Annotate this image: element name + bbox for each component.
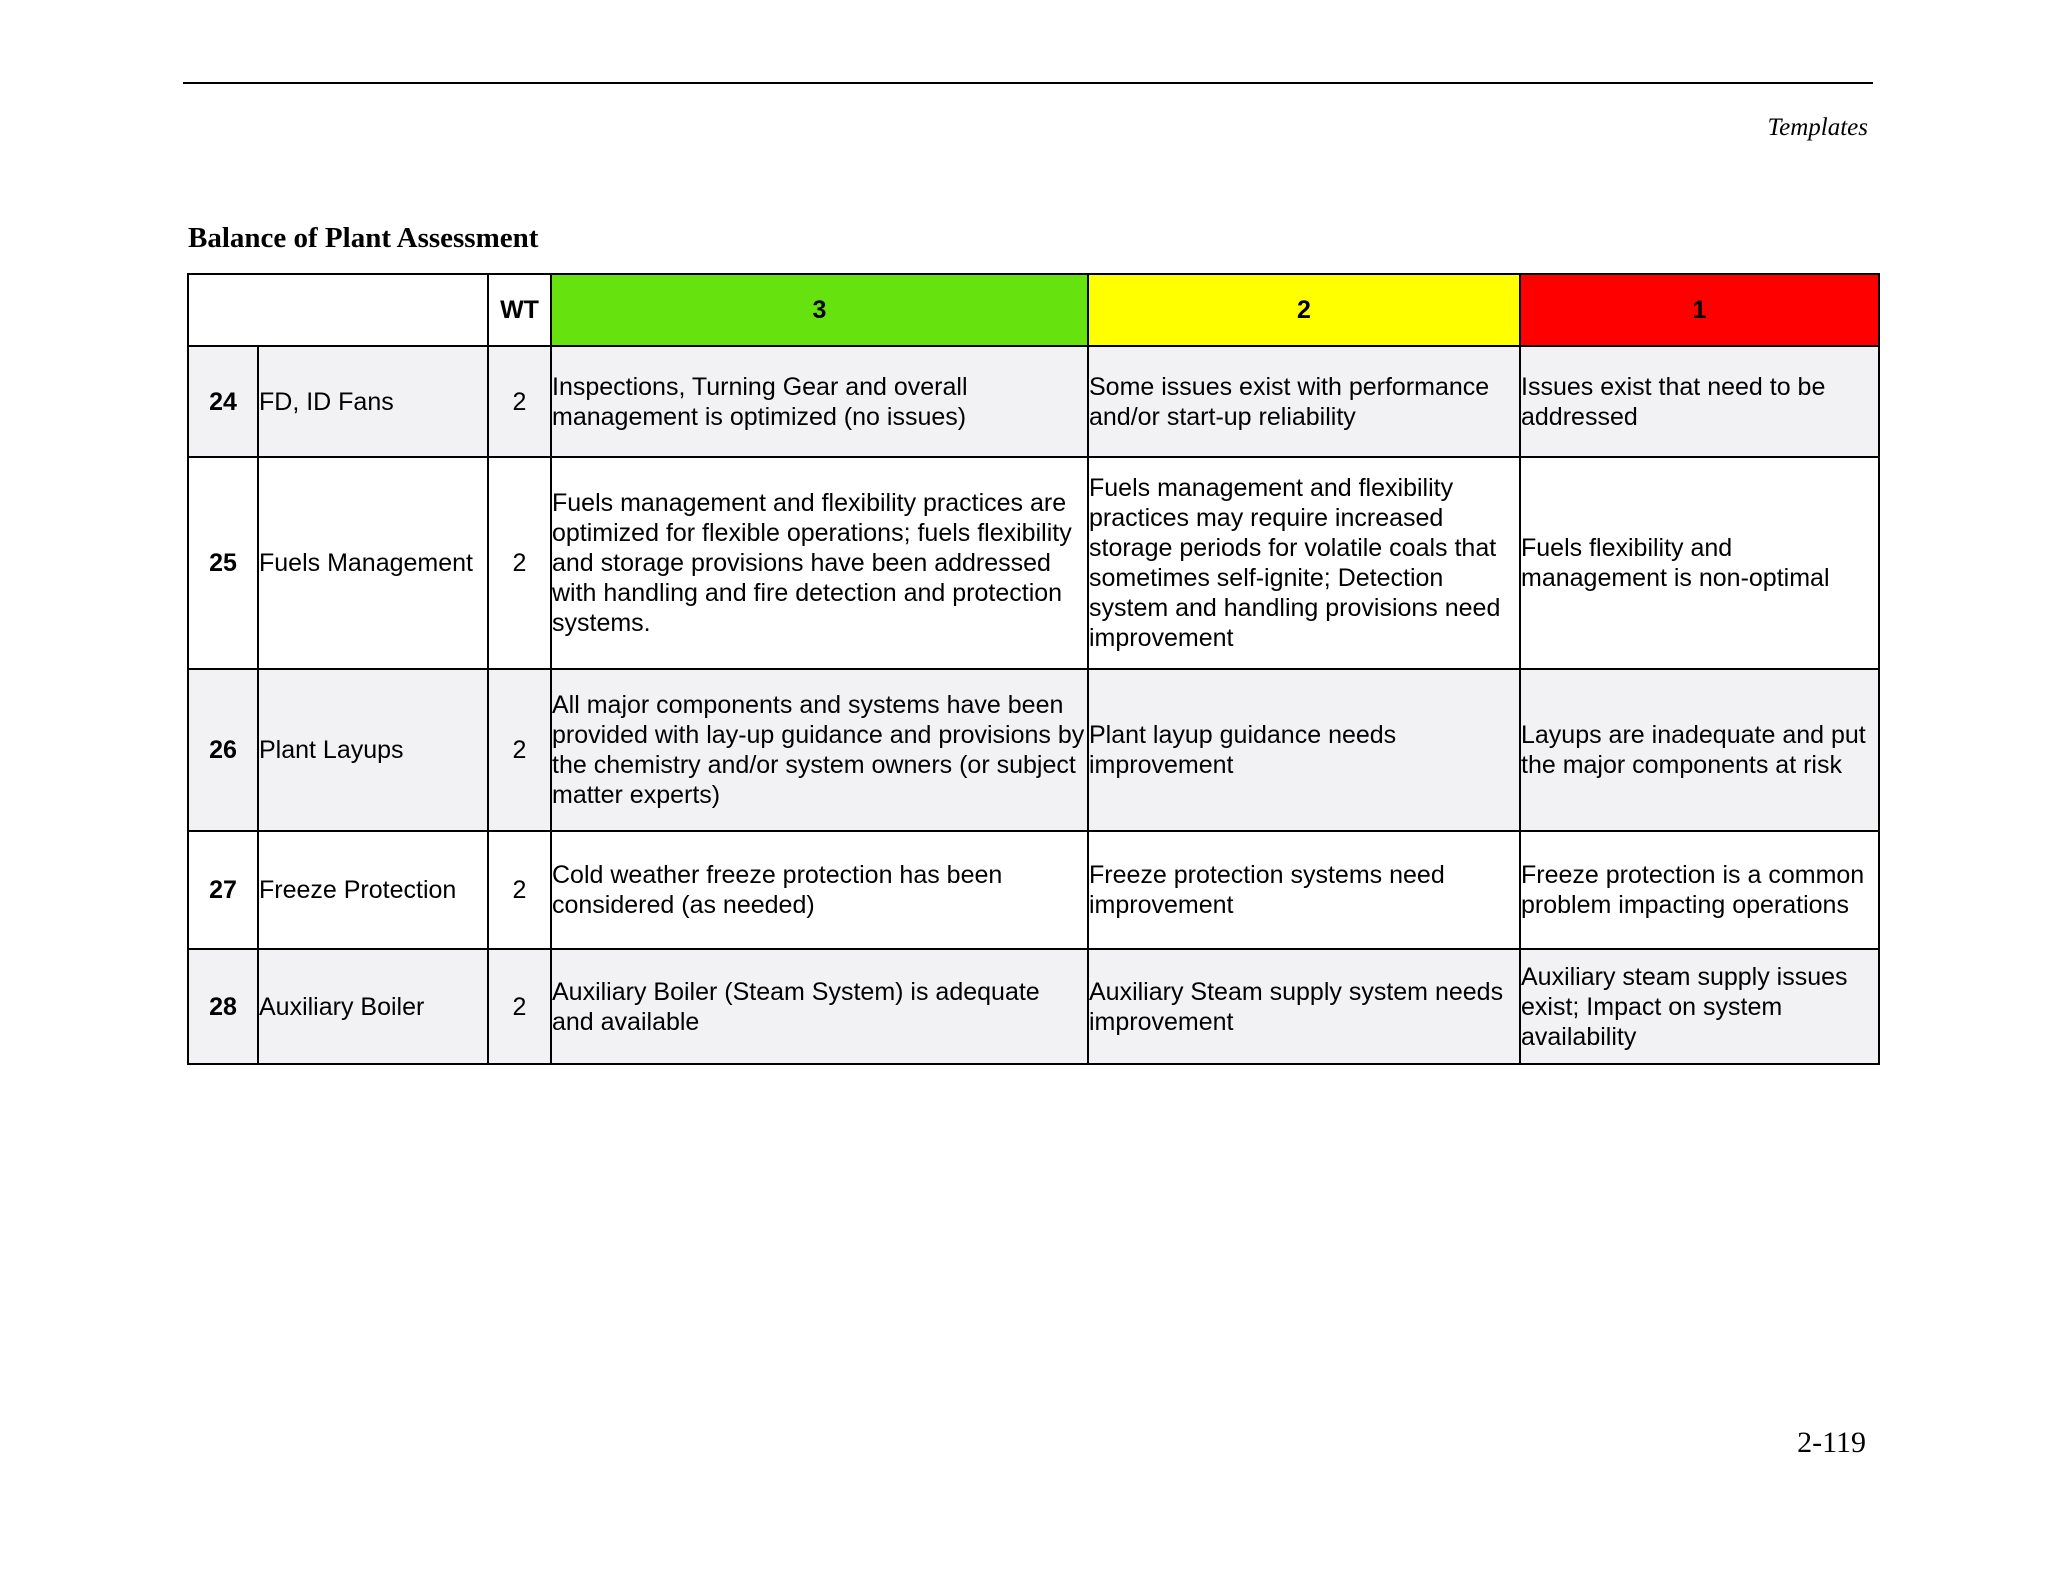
row-item: Auxiliary Boiler	[258, 949, 488, 1064]
row-score-1-text: Auxiliary steam supply issues exist; Impact on system availability	[1520, 949, 1879, 1064]
table-row	[188, 831, 1879, 949]
table-row	[188, 346, 1879, 457]
row-score-2-text: Plant layup guidance needs improvement	[1088, 669, 1520, 831]
row-item: Freeze Protection	[258, 831, 488, 949]
row-weight: 2	[488, 669, 551, 831]
row-score-2-text: Fuels management and flexibility practices may require increased storage periods for volatile coals that sometimes self-ignite; Detection system and handling provisions need improvement	[1088, 457, 1520, 669]
row-score-3-text: Fuels management and flexibility practices are optimized for flexible operations; fuels flexibility and storage provisions have been addressed with handling and fire detection and protection systems.	[551, 457, 1088, 669]
header-rule	[183, 82, 1873, 84]
row-weight: 2	[488, 346, 551, 457]
row-weight: 2	[488, 457, 551, 669]
header-score-1: 1	[1520, 274, 1879, 346]
row-number: 26	[188, 669, 258, 831]
row-score-2-text: Freeze protection systems need improvement	[1088, 831, 1520, 949]
row-score-1-text: Layups are inadequate and put the major components at risk	[1520, 669, 1879, 831]
header-score-2: 2	[1088, 274, 1520, 346]
table-row	[188, 949, 1879, 1064]
row-score-2-text: Some issues exist with performance and/or start-up reliability	[1088, 346, 1520, 457]
row-score-1-text: Issues exist that need to be addressed	[1520, 346, 1879, 457]
table-row	[188, 669, 1879, 831]
row-item: Plant Layups	[258, 669, 488, 831]
row-score-3-text: Auxiliary Boiler (Steam System) is adequate and available	[551, 949, 1088, 1064]
assessment-table	[187, 273, 1880, 1065]
row-number: 24	[188, 346, 258, 457]
page-number: 2-119	[1797, 1426, 1866, 1459]
row-score-3-text: Cold weather freeze protection has been considered (as needed)	[551, 831, 1088, 949]
row-number: 25	[188, 457, 258, 669]
table-header-row	[188, 274, 1879, 346]
running-head: Templates	[1767, 114, 1868, 141]
row-score-2-text: Auxiliary Steam supply system needs improvement	[1088, 949, 1520, 1064]
row-item: Fuels Management	[258, 457, 488, 669]
table-row	[188, 457, 1879, 669]
section-title: Balance of Plant Assessment	[188, 222, 539, 254]
header-blank-cell	[188, 274, 488, 346]
row-score-3-text: All major components and systems have been provided with lay-up guidance and provisions by the chemistry and/or system owners (or subject matter experts)	[551, 669, 1088, 831]
row-number: 28	[188, 949, 258, 1064]
row-weight: 2	[488, 831, 551, 949]
row-score-1-text: Fuels flexibility and management is non-optimal	[1520, 457, 1879, 669]
row-score-3-text: Inspections, Turning Gear and overall management is optimized (no issues)	[551, 346, 1088, 457]
row-score-1-text: Freeze protection is a common problem impacting operations	[1520, 831, 1879, 949]
row-item: FD, ID Fans	[258, 346, 488, 457]
row-number: 27	[188, 831, 258, 949]
row-weight: 2	[488, 949, 551, 1064]
header-wt: WT	[488, 274, 551, 346]
header-score-3: 3	[551, 274, 1088, 346]
